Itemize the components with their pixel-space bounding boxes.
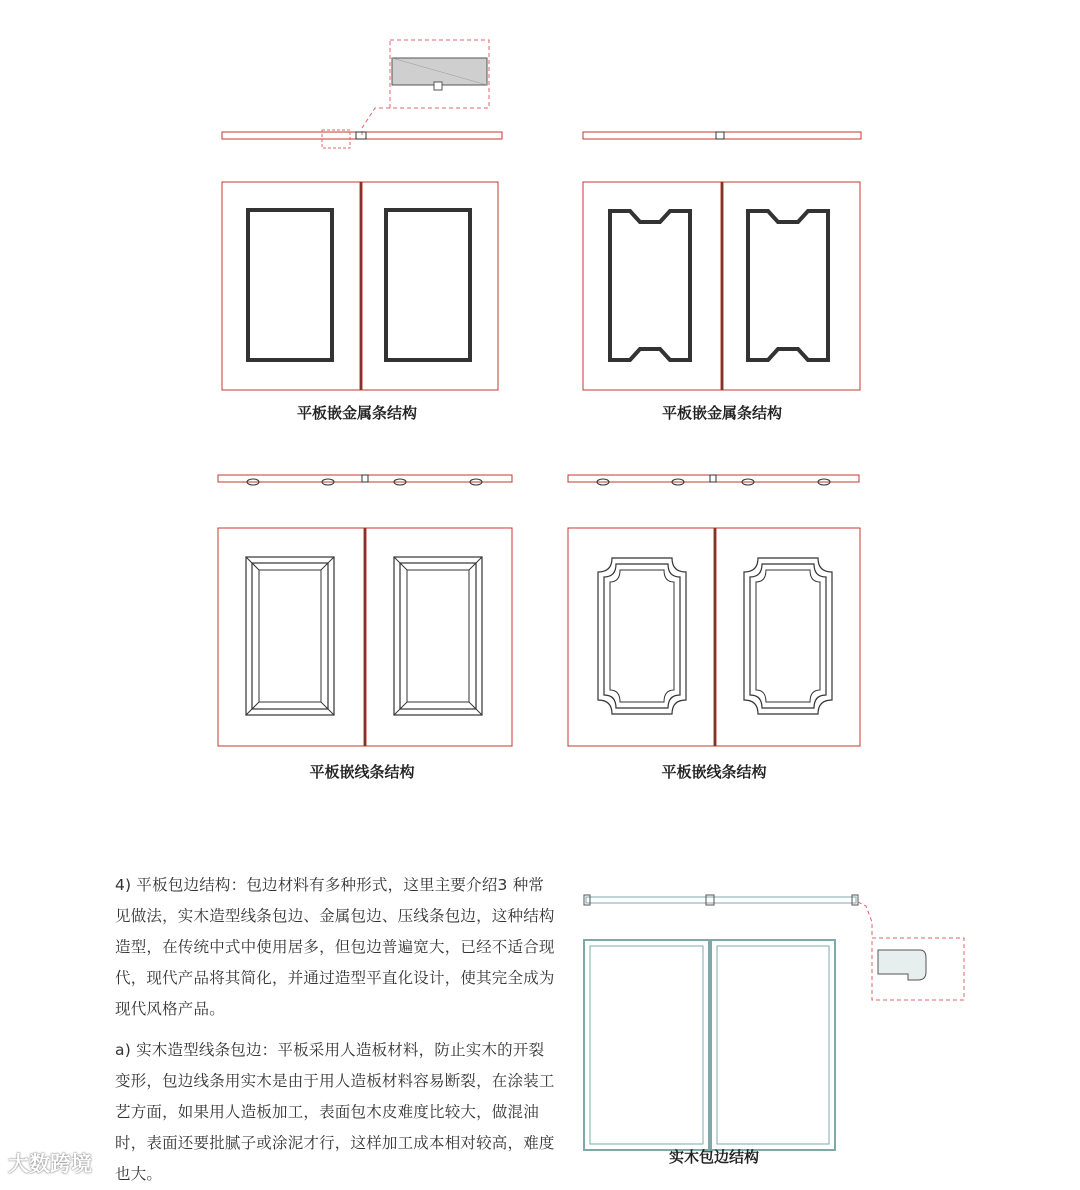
watermark: 大数跨境 bbox=[8, 1152, 92, 1176]
paragraph-1: 4) 平板包边结构：包边材料有多种形式，这里主要介绍3 种常见做法，实木造型线条包边、金属包边、压线条包边，这种结构造型，在传统中式中使用居多，但包边普遍宽大，已经不适合现代，现代产品将其简化，并通过造型平直化设计，使其完全成为现代风格产品。 bbox=[115, 876, 555, 1018]
caption-bottom-right: 实木包边结构 bbox=[668, 1148, 760, 1166]
paragraph-solid-wood bbox=[115, 1035, 555, 1190]
diagram-middle-left bbox=[218, 475, 512, 746]
caption-middle-right: 平板嵌线条结构 bbox=[661, 763, 767, 781]
paragraph-2: a) 实木造型线条包边：平板采用人造板材料，防止实木的开裂变形，包边线条用实木是由于用人造板材料容易断裂，在涂装工艺方面，如果用人造板加工，表面包木皮难度比较大，做混油时，表面还要批腻子或涂泥才行，这样加工成本相对较高，难度也大。 bbox=[115, 1041, 555, 1183]
caption-middle-left: 平板嵌线条结构 bbox=[309, 763, 415, 781]
diagram-middle-right bbox=[568, 475, 860, 746]
diagram-top-right bbox=[583, 132, 861, 390]
diagram-top-left bbox=[222, 40, 502, 390]
diagram-bottom-right bbox=[584, 895, 964, 1150]
caption-top-left: 平板嵌金属条结构 bbox=[296, 404, 418, 422]
paragraph-edge-banding bbox=[115, 870, 555, 1025]
caption-top-right: 平板嵌金属条结构 bbox=[661, 404, 783, 422]
